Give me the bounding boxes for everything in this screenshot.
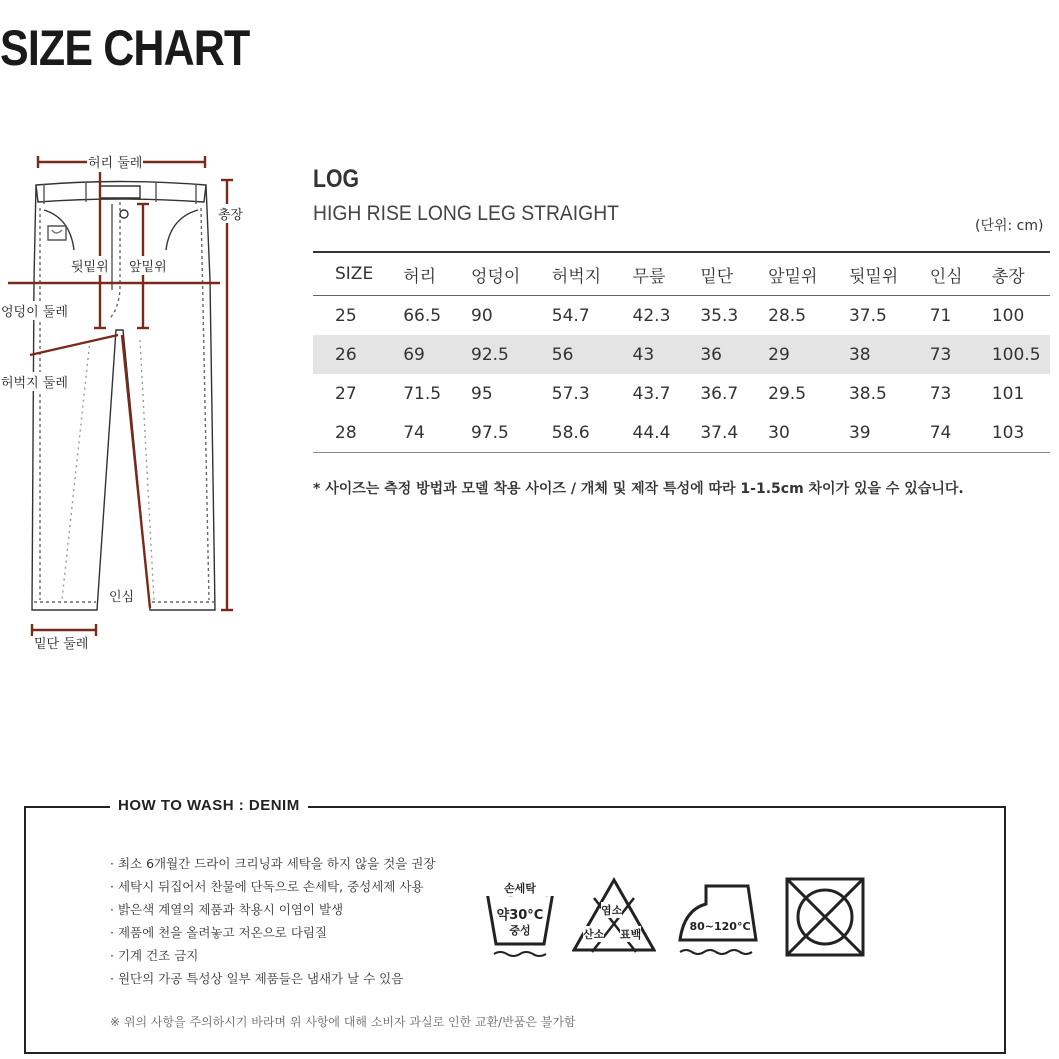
table-cell: 36.7 (700, 383, 739, 404)
jeans-illustration (0, 140, 290, 660)
table-body (313, 296, 1050, 453)
label-hem: 밑단 둘레 (33, 633, 89, 652)
table-cell: 25 (335, 305, 357, 326)
table-header-cell: 인심 (908, 252, 970, 296)
iron-temp: 80~120°C (689, 920, 751, 933)
list-item: · 기계 건조 금지 (110, 944, 435, 967)
table-cell: 100.5 (970, 335, 1050, 374)
table-cell: 43 (611, 335, 679, 374)
table-header-cell: 밑단 (678, 252, 746, 296)
table-header-cell: 총장 (970, 252, 1050, 296)
table-cell: 58.6 (530, 413, 611, 453)
label-front-rise: 앞밑위 (128, 256, 168, 275)
table-cell: 38.5 (848, 383, 887, 404)
table-row (313, 374, 1050, 413)
bleach-left: 산소 (583, 928, 605, 941)
table-cell: 27 (335, 383, 357, 404)
table-cell: 37.5 (848, 305, 887, 326)
table-cell: 90 (471, 305, 493, 326)
brand-name: LOG (313, 165, 360, 193)
table-header-cell: 무릎 (611, 252, 679, 296)
table-cell: 36 (678, 335, 746, 374)
table-cell: 95 (471, 383, 493, 404)
table-cell: 42.3 (632, 305, 671, 326)
table-cell: 57.3 (551, 383, 590, 404)
label-hip: 엉덩이 둘레 (0, 301, 69, 320)
table-cell: 69 (381, 335, 449, 374)
table-cell: 74 (381, 413, 449, 453)
table-cell: 39 (827, 413, 908, 453)
table-header-row (313, 252, 1050, 296)
iron-icon (676, 880, 762, 958)
table-cell: 43.7 (632, 383, 671, 404)
hand-wash-icon (482, 878, 558, 958)
table-cell: 37.4 (678, 413, 746, 453)
table-cell: 35.3 (700, 305, 739, 326)
table-cell: 66.5 (403, 305, 442, 326)
table-header-cell: 앞밑위 (746, 252, 827, 296)
table-cell: 97.5 (449, 413, 530, 453)
hand-wash-temp: 약30°C (496, 908, 544, 923)
hand-wash-bottom: 중성 (509, 924, 531, 937)
wash-disclaimer: ※ 위의 사항을 주의하시기 바라며 위 사항에 대해 소비자 과실로 인한 교환/반품은 불가함 (110, 1015, 576, 1029)
table-cell: 103 (970, 413, 1050, 453)
table-row (313, 296, 1050, 336)
table-header-cell: 허벅지 (530, 252, 611, 296)
table-cell: 30 (746, 413, 827, 453)
table-cell: 54.7 (551, 305, 590, 326)
table-cell: 92.5 (449, 335, 530, 374)
hand-wash-top: 손세탁 (482, 880, 558, 896)
no-tumble-dry-icon (784, 876, 866, 958)
table-cell: 44.4 (611, 413, 679, 453)
table-row (313, 413, 1050, 453)
wash-title: HOW TO WASH : DENIM (110, 797, 308, 814)
product-name: HIGH RISE LONG LEG STRAIGHT (313, 202, 619, 225)
list-item: · 밝은색 계열의 제품과 착용시 이염이 발생 (110, 898, 435, 921)
table-row (313, 335, 1050, 374)
table-header-cell: 엉덩이 (449, 252, 530, 296)
label-back-rise: 뒷밑위 (70, 256, 110, 275)
list-item: · 제품에 천을 올려놓고 저온으로 다림질 (110, 921, 435, 944)
label-total-length: 총장 (217, 204, 244, 223)
label-waist: 허리 둘레 (87, 152, 143, 171)
table-cell: 29 (746, 335, 827, 374)
table-cell: 73 (929, 383, 952, 404)
list-item: · 세탁시 뒤집어서 찬물에 단독으로 손세탁, 중성세제 사용 (110, 875, 435, 898)
table-header-cell: SIZE (313, 252, 381, 296)
table-cell: 101 (991, 383, 1025, 404)
unit-label: (단위: cm) (975, 218, 1044, 234)
wash-instructions (110, 852, 435, 990)
list-item: · 최소 6개월간 드라이 크리닝과 세탁을 하지 않을 것을 권장 (110, 852, 435, 875)
table-cell: 71.5 (403, 383, 442, 404)
size-note: * 사이즈는 측정 방법과 모델 착용 사이즈 / 개체 및 제작 특성에 따라 1-1.5cm 차이가 있을 수 있습니다. (313, 481, 964, 497)
label-thigh: 허벅지 둘레 (0, 372, 69, 391)
table-cell: 28 (313, 413, 381, 453)
table-cell: 71 (929, 305, 952, 326)
table-cell: 73 (908, 335, 970, 374)
bleach-icon (572, 876, 656, 956)
table-cell: 28.5 (768, 305, 807, 326)
list-item: · 원단의 가공 특성상 일부 제품들은 냄새가 날 수 있음 (110, 967, 435, 990)
table-cell: 100 (991, 305, 1025, 326)
page-title: SIZE CHART (0, 20, 250, 76)
table-cell: 29.5 (768, 383, 807, 404)
table-cell: 26 (313, 335, 381, 374)
table-cell: 74 (908, 413, 970, 453)
table-header-cell: 뒷밑위 (827, 252, 908, 296)
table-cell: 38 (827, 335, 908, 374)
bleach-top: 염소 (601, 904, 623, 917)
table-cell: 56 (530, 335, 611, 374)
jeans-diagram (0, 140, 290, 660)
bleach-right: 표백 (620, 928, 642, 941)
size-table (313, 251, 1050, 453)
table-header-cell: 허리 (381, 252, 449, 296)
label-inseam: 인심 (108, 586, 135, 605)
